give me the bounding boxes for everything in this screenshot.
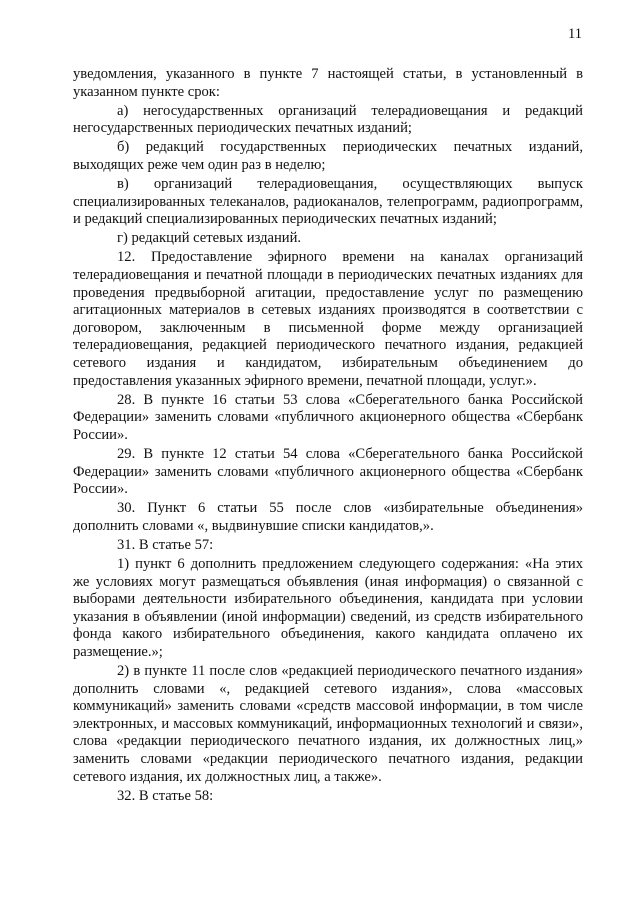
- paragraph-item-29: 29. В пункте 12 статьи 54 слова «Сберегательного банка Российской Федерации» заменить словами «публичного акционерного общества «Сбербанк России».: [73, 445, 583, 498]
- paragraph-item-31-1: 1) пункт 6 дополнить предложением следующего содержания: «На этих же условиях могут размещаться объявления (иная информация) о связанной с выборами деятельности избирательного объединения, кандидата при условии указания в объявлении (иной информации) сведений, из средств избирательного фонда какого избирательного объединения, какого кандидата оплачено их размещение.»;: [73, 556, 583, 660]
- paragraph-item-32: 32. В статье 58:: [117, 787, 214, 804]
- paragraph-item-31: 31. В статье 57:: [117, 536, 214, 553]
- paragraph-item-b: б) редакций государственных периодических печатных изданий, выходящих реже чем один раз в неделю;: [73, 139, 583, 173]
- paragraph-item-31-2: 2) в пункте 11 после слов «редакцией периодического печатного издания» дополнить словами «, редакцией сетевого издания», слова «массовых коммуникаций» заменить словами «средств массовой информации, в том числе электронных, и массовых коммуникаций, информационных технологий и связи», слова «редакции периодического печатного издания, их должностных лиц,» заменить словами «редакции периодического печатного издания, редакции сетевого издания, их должностных лиц, а также».: [73, 663, 583, 785]
- document-body: [73, 66, 583, 807]
- paragraph-clause-12: 12. Предоставление эфирного времени на каналах организаций телерадиовещания и печатной площади в периодических печатных изданиях для проведения предвыборной агитации, предоставление услуг по размещению агитационных материалов в сетевых изданиях производятся в соответствии с договором, заключенным в письменной форме между организацией телерадиовещания, редакцией периодического печатного издания, редакцией сетевого издания и кандидатом, избирательным объединением до предоставления указанных эфирного времени, печатной площади, услуг.».: [73, 249, 583, 389]
- paragraph-item-28: 28. В пункте 16 статьи 53 слова «Сберегательного банка Российской Федерации» заменить словами «публичного акционерного общества «Сбербанк России».: [73, 391, 583, 443]
- page-number: 11: [568, 26, 582, 42]
- paragraph-continuation: уведомления, указанного в пункте 7 настоящей статьи, в установленный в указанном пункте срок:: [73, 66, 583, 100]
- paragraph-item-v: в) организаций телерадиовещания, осуществляющих выпуск специализированных телеканалов, радиоканалов, телепрограмм, радиопрограмм, и редакций специализированных периодических печатных изданий;: [73, 176, 583, 228]
- paragraph-item-30: 30. Пункт 6 статьи 55 после слов «избирательные объединения» дополнить словами «, выдвинувшие списки кандидатов,».: [73, 500, 583, 534]
- paragraph-item-a: а) негосударственных организаций телерадиовещания и редакций негосударственных периодических печатных изданий;: [73, 102, 583, 137]
- paragraph-item-g: г) редакций сетевых изданий.: [117, 230, 302, 247]
